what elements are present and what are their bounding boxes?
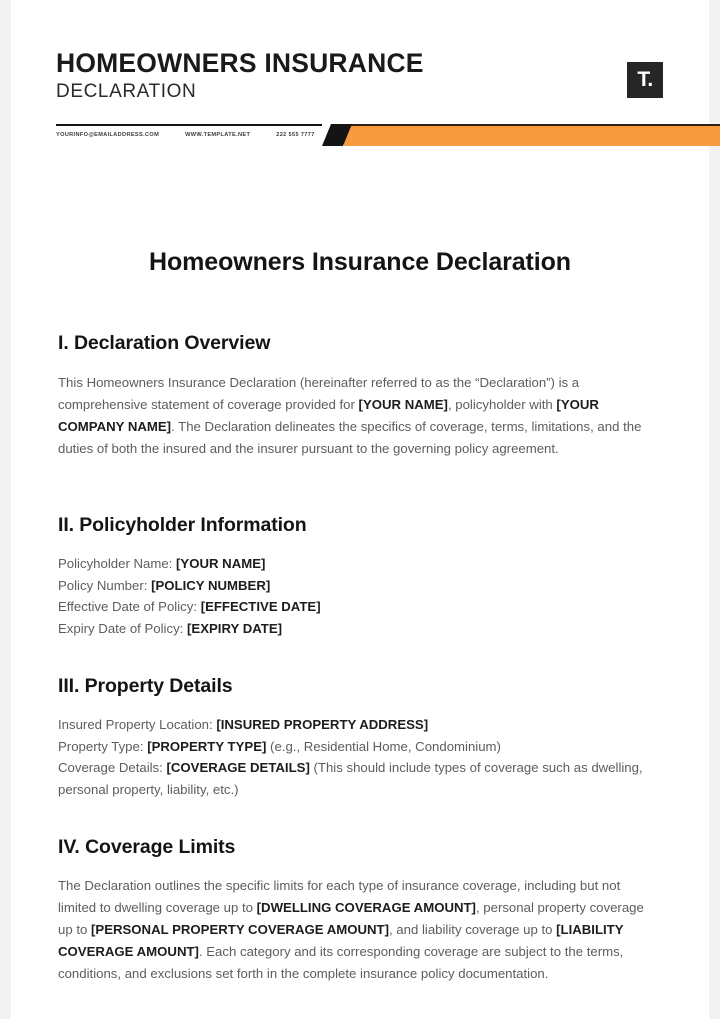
page-gutter-right — [709, 0, 720, 1019]
field-line: Policy Number: [POLICY NUMBER] — [58, 577, 271, 593]
accent-banner-orange — [344, 126, 720, 146]
contact-strip — [56, 132, 315, 138]
field-line: Insured Property Location: [INSURED PROPERTY ADDRESS] — [58, 717, 429, 732]
field-line: Property Type: [PROPERTY TYPE] (e.g., Residential Home, Condominium) — [58, 738, 501, 754]
field-list — [58, 714, 658, 800]
section-heading: III. Property Details — [58, 675, 233, 697]
letterhead — [0, 0, 720, 152]
field-line: Expiry Date of Policy: [EXPIRY DATE] — [58, 620, 283, 636]
brand-title: HOMEOWNERS INSURANCE — [56, 48, 424, 78]
section-heading: IV. Coverage Limits — [58, 836, 236, 858]
page-gutter-left — [0, 0, 11, 1019]
page-title: Homeowners Insurance Declaration — [149, 248, 571, 276]
template-logo-icon — [627, 62, 663, 98]
section-paragraph: This Homeowners Insurance Declaration (hereinafter referred to as the “Declaration”) is a comprehensive statement of coverage provided for [YOUR NAME], policyholder with [YOUR COMPANY NAME]. The Declaration delineates the specifics of coverage, terms, limitations, and the duties of both the insured and the insurer pursuant to the governing policy agreement. — [58, 375, 642, 457]
brand-block — [56, 50, 424, 103]
contact-phone: 222 555 7777 — [276, 132, 315, 138]
section-heading: I. Declaration Overview — [58, 332, 271, 354]
brand-subtitle: DECLARATION — [56, 80, 197, 102]
section-paragraph: The Declaration outlines the specific limits for each type of insurance coverage, including but not limited to dwelling coverage up to [DWELLING COVERAGE AMOUNT], personal property coverage up to [PERSONAL PROPERTY COVERAGE AMOUNT], and liability coverage up to [LIABILITY COVERAGE AMOUNT]. Each category and its corresponding coverage are subject to the terms, conditions, and exclusions set forth in the complete insurance policy documentation. — [58, 878, 644, 982]
logo-glyph: T. — [637, 67, 653, 91]
section-heading: II. Policyholder Information — [58, 514, 307, 536]
accent-banner — [322, 124, 720, 146]
section-declaration-overview — [58, 332, 658, 460]
accent-banner-topline — [344, 124, 720, 126]
field-list — [58, 553, 658, 639]
section-property-details — [58, 675, 658, 800]
header-divider — [56, 124, 322, 126]
field-line: Coverage Details: [COVERAGE DETAILS] (This should include types of coverage such as dwelling, personal property, liability, etc.) — [58, 760, 643, 797]
contact-website: WWW.TEMPLATE.NET — [185, 132, 251, 138]
contact-email: YOURINFO@EMAILADDRESS.COM — [56, 132, 160, 138]
section-coverage-limits — [58, 836, 658, 985]
section-policyholder-information — [58, 514, 658, 639]
field-line: Policyholder Name: [YOUR NAME] — [58, 556, 266, 571]
field-line: Effective Date of Policy: [EFFECTIVE DATE] — [58, 599, 321, 614]
